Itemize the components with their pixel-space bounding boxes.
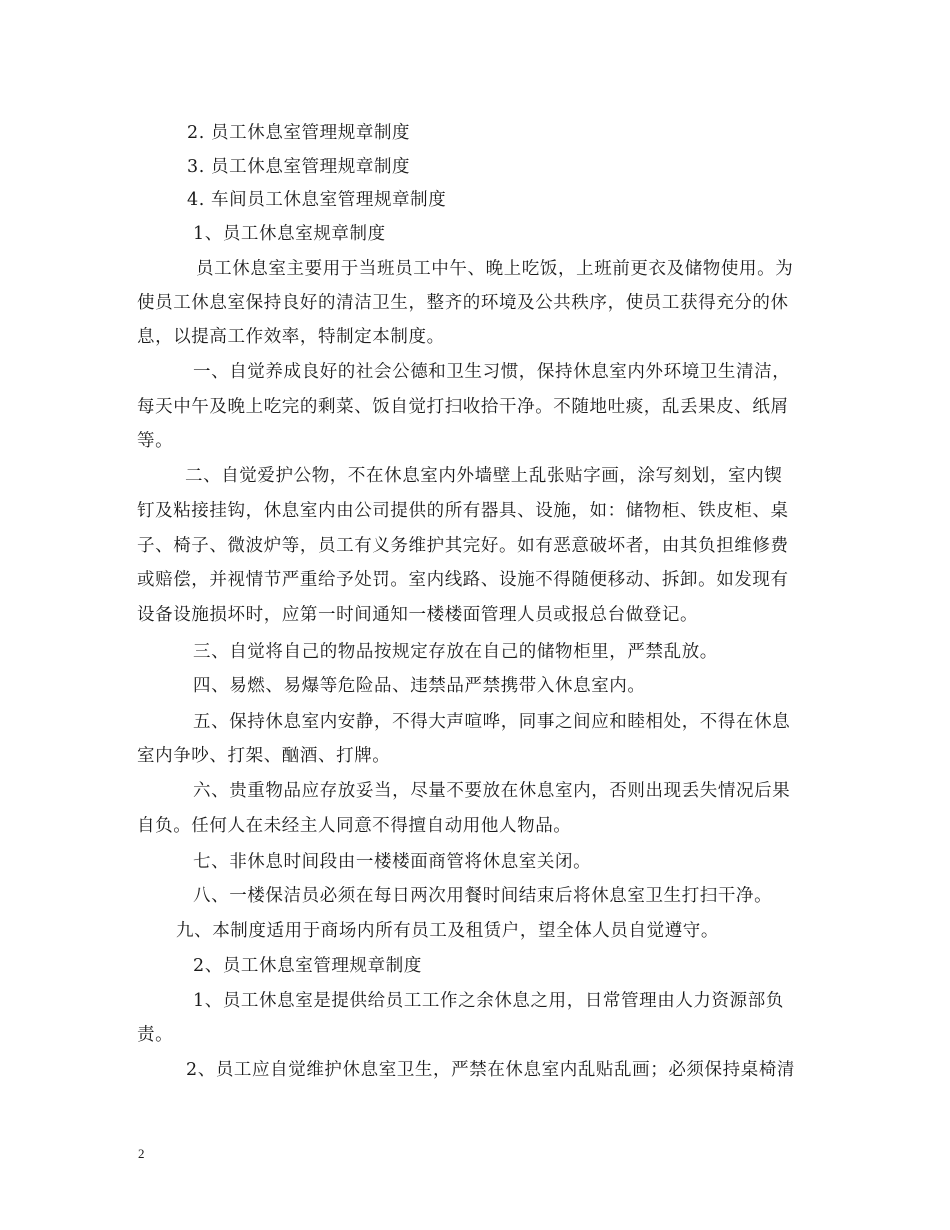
paragraph-line: 子、椅子、微波炉等，员工有义务维护其完好。如有恶意破坏者，由其负担维修费	[137, 536, 789, 556]
toc-item-3: 3. 员工休息室管理规章制度	[187, 157, 411, 177]
paragraph-line: 每天中午及晚上吃完的剩菜、饭自觉打扫收拾干净。不随地吐痰，乱丢果皮、纸屑	[137, 397, 789, 417]
toc-item-2: 2. 员工休息室管理规章制度	[187, 123, 411, 143]
paragraph-line: 使员工休息室保持良好的清洁卫生，整齐的环境及公共秩序，使员工获得充分的休	[137, 293, 789, 313]
paragraph-line: 设备设施损坏时，应第一时间通知一楼楼面管理人员或报总台做登记。	[137, 605, 699, 625]
paragraph-line: 自负。任何人在未经主人同意不得擅自动用他人物品。	[137, 816, 572, 836]
rule-item-3: 三、自觉将自己的物品按规定存放在自己的储物柜里，严禁乱放。	[193, 642, 718, 662]
rule-item-7: 七、非休息时间段由一楼楼面商管将休息室关闭。	[193, 852, 592, 872]
rule-item-9: 九、本制度适用于商场内所有员工及租赁户，望全体人员自觉遵守。	[176, 921, 719, 941]
paragraph-line: 息，以提高工作效率，特制定本制度。	[137, 327, 445, 347]
rule-item-8: 八、一楼保洁员必须在每日两次用餐时间结束后将休息室卫生打扫干净。	[193, 886, 773, 906]
paragraph-line: 责。	[137, 1025, 174, 1045]
page-number: 2	[138, 1146, 145, 1161]
section-heading-1: 1、员工休息室规章制度	[193, 224, 386, 244]
paragraph-line: 钉及粘接挂钩，休息室内由公司提供的所有器具、设施，如：储物柜、铁皮柜、桌	[137, 501, 789, 521]
rule-item-6: 六、贵重物品应存放妥当，尽量不要放在休息室内，否则出现丢失情况后果	[193, 781, 791, 801]
rule-item-5: 五、保持休息室内安静，不得大声喧哗，同事之间应和睦相处，不得在休息	[193, 712, 791, 732]
rule-item-1: 一、自觉养成良好的社会公德和卫生习惯，保持休息室内外环境卫生清洁，	[193, 362, 791, 382]
paragraph-line: 或赔偿，并视情节严重给予处罚。室内线路、设施不得随便移动、拆卸。如发现有	[137, 570, 789, 590]
toc-item-4: 4. 车间员工休息室管理规章制度	[187, 190, 447, 210]
section-heading-2: 2、员工休息室管理规章制度	[193, 956, 422, 976]
rule-item-4: 四、易燃、易爆等危险品、违禁品严禁携带入休息室内。	[193, 676, 646, 696]
rule-item-2: 二、自觉爱护公物，不在休息室内外墙壁上乱张贴字画，涂写刻划，室内锲	[185, 466, 783, 486]
paragraph-line: 等。	[137, 431, 174, 451]
paragraph-line: 2、员工应自觉维护休息室卫生，严禁在休息室内乱贴乱画；必须保持桌椅清	[186, 1060, 796, 1080]
paragraph-line: 1、员工休息室是提供给员工工作之余休息之用，日常管理由人力资源部负	[193, 991, 784, 1011]
paragraph-line: 室内争吵、打架、酗酒、打牌。	[137, 746, 391, 766]
paragraph-line: 员工休息室主要用于当班员工中午、晚上吃饭，上班前更衣及储物使用。为	[196, 259, 794, 279]
